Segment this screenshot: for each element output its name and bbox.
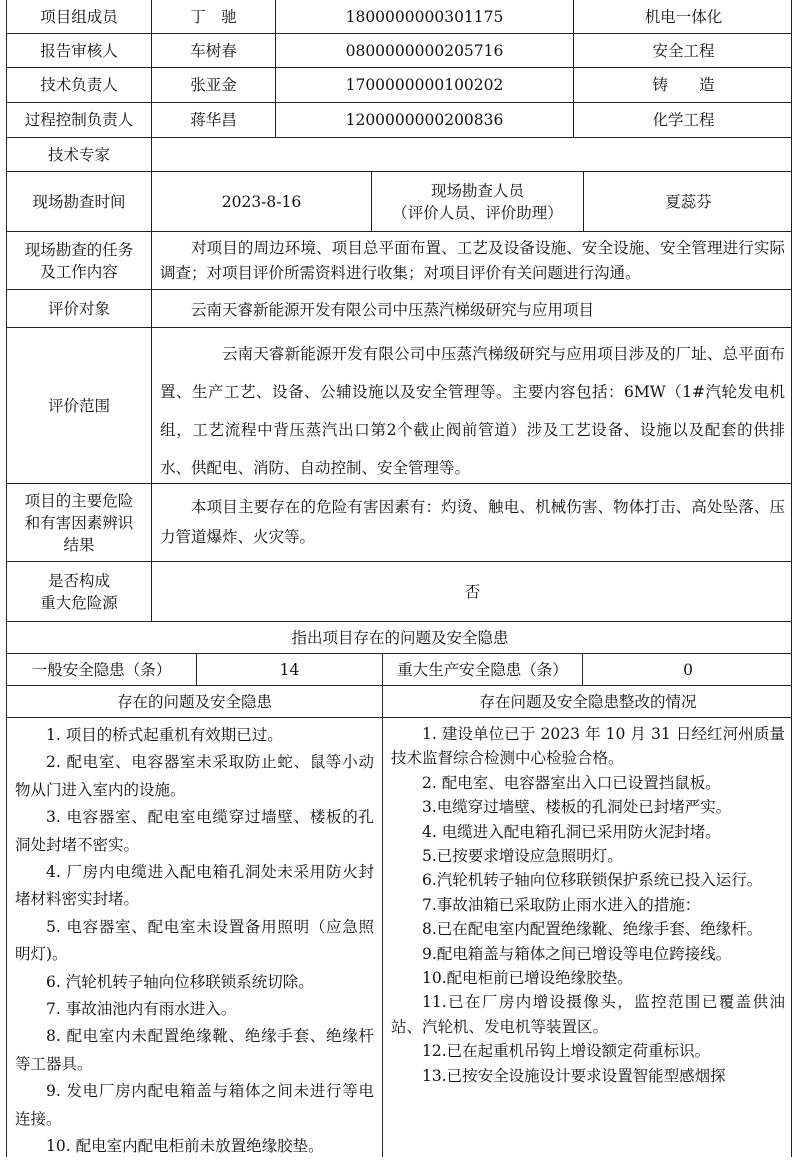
list-item: 8.已在配电室内配置绝缘靴、绝缘手套、绝缘杆。 [422, 920, 763, 939]
list-item: 4. 厂房内电缆进入配电箱孔洞处未采用防火封堵材料密实封堵。 [15, 863, 374, 909]
task-content: 对项目的周边环境、项目总平面布置、工艺及设备设施、安全设施、安全管理进行实际调查；对项目评价所需资料进行收集；对项目评价有关问题进行沟通。 [160, 239, 785, 282]
hazards-label: 项目的主要危险 和有害因素辨识 结果 [24, 491, 134, 554]
list-item: 2. 配电室、电容器室出入口已设置挡鼠板。 [422, 773, 721, 792]
member-id: 1700000000100202 [275, 68, 573, 102]
list-item: 1. 建设单位已于 2023 年 10 月 31 日经红河州质量技术监督综合检测中心检验合格。 [391, 725, 785, 768]
member-role: 技术负责人 [40, 76, 118, 94]
list-item: 7. 事故油池内有雨水进入。 [46, 1000, 237, 1019]
hazards-content-box [151, 484, 793, 561]
columns-header-row [6, 686, 792, 718]
tech-expert-value [151, 138, 793, 171]
hazards-content: 本项目主要存在的危险有害因素有：灼烫、触电、机械伤害、物体打击、高处坠落、压力管道爆炸、火灾等。 [160, 498, 785, 546]
evaluation-table [6, 0, 792, 1157]
hazards-row [6, 484, 792, 562]
major-hazard-label: 是否构成 重大危险源 [40, 571, 118, 612]
task-label: 现场勘查的任务 及工作内容 [24, 240, 134, 281]
list-item: 1. 项目的桥式起重机有效期已过。 [46, 726, 283, 744]
list-item: 6. 汽轮机转子轴向位移联锁系统切除。 [46, 972, 314, 991]
survey-staff-value: 夏蕊芬 [583, 172, 793, 231]
task-row [6, 232, 792, 290]
issues-header-row [6, 622, 792, 654]
member-role: 过程控制负责人 [24, 111, 134, 129]
member-id: 1200000000200836 [275, 103, 573, 137]
member-name: 张亚金 [151, 68, 275, 102]
counts-row [6, 654, 792, 686]
object-label: 评价对象 [47, 299, 110, 318]
major-hazard-value: 否 [151, 562, 793, 621]
member-field: 化学工程 [573, 103, 793, 137]
list-item: 3. 电容器室、配电室电缆穿过墙壁、楼板的孔洞处封堵不密实。 [15, 808, 374, 854]
survey-row [6, 172, 792, 232]
scope-label: 评价范围 [47, 396, 110, 415]
rectifications-column-header: 存在问题及安全隐患整改的情况 [382, 686, 793, 717]
survey-time-value: 2023-8-16 [151, 172, 371, 231]
object-content-box [151, 290, 793, 327]
list-item: 6.汽轮机转子轴向位移联锁保护系统已投入运行。 [422, 871, 763, 890]
major-count-label: 重大生产安全隐患（条） [382, 654, 582, 685]
general-count-label: 一般安全隐患（条） [31, 660, 172, 679]
member-role: 项目组成员 [40, 7, 118, 26]
list-item: 7.事故油箱已采取防止雨水进入的措施： [422, 895, 701, 914]
list-item: 3.电缆穿过墙壁、楼板的孔洞处已封堵严实。 [422, 798, 732, 817]
general-count-value: 14 [196, 654, 382, 685]
member-id: 0800000000205716 [275, 34, 573, 67]
list-item: 4. 电缆进入配电箱孔洞已采用防火泥封堵。 [422, 822, 721, 841]
member-row [6, 0, 792, 34]
major-count-value: 0 [582, 654, 793, 685]
object-row [6, 290, 792, 328]
member-id: 1800000000301175 [275, 0, 573, 33]
list-item: 5. 电容器室、配电室未设置备用照明（应急照明灯)。 [15, 917, 374, 964]
member-row [6, 68, 792, 103]
rectifications-list [382, 718, 793, 1157]
member-field: 安全工程 [573, 34, 793, 67]
member-name: 蒋华昌 [151, 103, 275, 137]
list-item: 2. 配电室、电容器室未采取防止蛇、鼠等小动物从门进入室内的设施。 [15, 753, 374, 799]
survey-time-label: 现场勘查时间 [32, 192, 126, 211]
list-item: 9.配电箱盖与箱体之间已增设等电位跨接线。 [422, 944, 732, 963]
list-item: 9. 发电厂房内配电箱盖与箱体之间未进行等电连接。 [15, 1082, 374, 1128]
scope-content-box [151, 328, 793, 483]
issues-header: 指出项目存在的问题及安全隐患 [291, 628, 509, 647]
major-hazard-row [6, 562, 792, 622]
member-name: 车树春 [151, 34, 275, 67]
problems-column-header: 存在的问题及安全隐患 [116, 692, 272, 711]
member-field: 铸 造 [573, 68, 793, 102]
list-item: 10.配电柜前已增设绝缘胶垫。 [422, 969, 633, 988]
scope-row [6, 328, 792, 484]
list-item: 5.已按要求增设应急照明灯。 [422, 847, 623, 866]
scope-content: 云南天睿新能源开发有限公司中压蒸汽梯级研究与应用项目涉及的厂址、总平面布置、生产工艺、设备、公辅设施以及安全管理等。主要内容包括：6MW（1#汽轮发电机组，工艺流程中背压蒸汽出口第2个截止阀前管道）涉及工艺设备、设施以及配套的供排水、供配电、消防、自动控制、安全管理等。 [160, 345, 785, 477]
member-role: 报告审核人 [40, 41, 118, 60]
tech-expert-label: 技术专家 [47, 145, 110, 164]
object-content: 云南天睿新能源开发有限公司中压蒸汽梯级研究与应用项目 [191, 300, 595, 319]
member-row [6, 103, 792, 138]
list-item: 11.已在厂房内增设摄像头，监控范围已覆盖供油站、汽轮机、发电机等装置区。 [391, 993, 785, 1036]
list-item: 8. 配电室内未配置绝缘靴、绝缘手套、绝缘杆等工器具。 [15, 1027, 374, 1073]
problems-list [7, 718, 382, 1157]
issues-lists-row [6, 718, 792, 1157]
list-item: 12.已在起重机吊钩上增设额定荷重标识。 [422, 1042, 711, 1061]
list-item: 10. 配电室内配电柜前未放置绝缘胶垫。 [46, 1137, 324, 1156]
list-item: 13.已按安全设施设计要求设置智能型感烟探 [422, 1066, 726, 1085]
member-field: 机电一体化 [573, 0, 793, 33]
tech-expert-row [6, 138, 792, 172]
member-row [6, 34, 792, 68]
task-content-box [151, 232, 793, 289]
survey-staff-label: 现场勘查人员 （评价人员、评价助理） [371, 172, 583, 231]
member-name: 丁 驰 [151, 0, 275, 33]
